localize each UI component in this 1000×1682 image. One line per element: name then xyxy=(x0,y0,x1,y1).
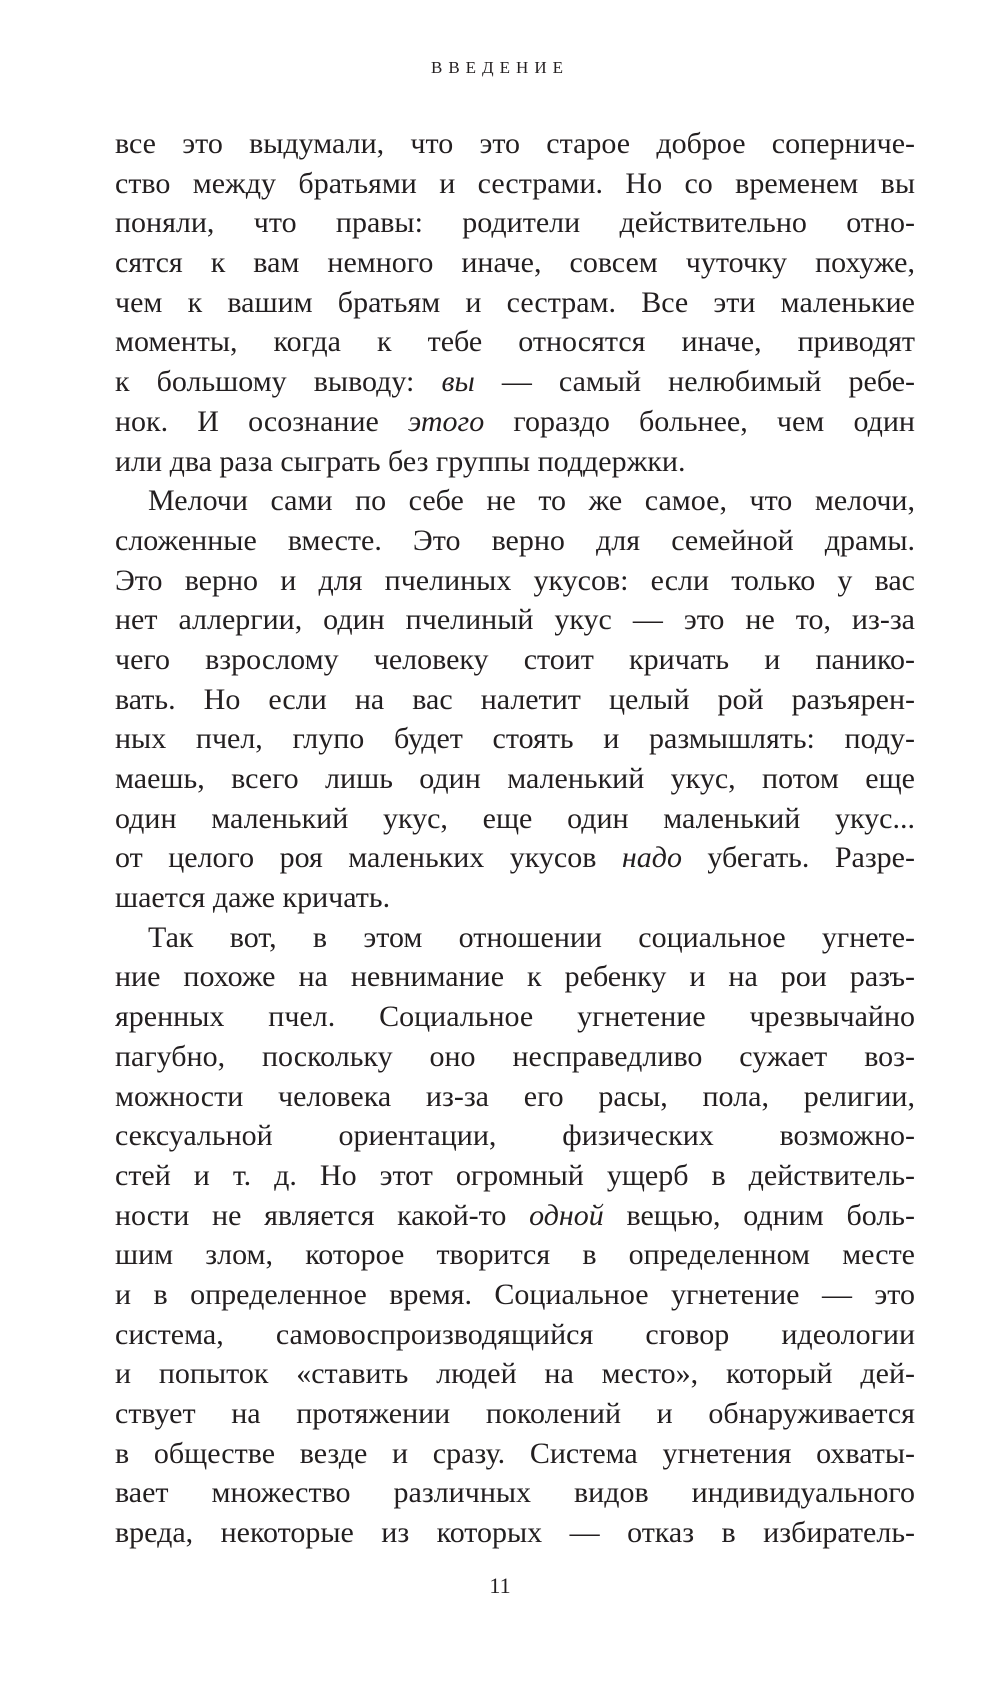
text-line xyxy=(115,402,915,442)
text-segment: можности человека из-за его расы, пола, религии, xyxy=(115,1079,915,1113)
text-line xyxy=(115,561,915,601)
text-segment: убегать. Разре- xyxy=(681,841,915,875)
text-line xyxy=(115,1156,915,1196)
text-segment: вреда, некоторые из которых — отказ в избиратель- xyxy=(115,1516,915,1550)
text-line xyxy=(115,957,915,997)
text-line xyxy=(115,799,915,839)
text-line xyxy=(115,997,915,1037)
italic-emphasis: этого xyxy=(408,404,485,438)
text-segment: поняли, что правы: родители действительно отно- xyxy=(115,206,915,240)
text-line xyxy=(115,1275,915,1315)
text-segment: вещью, одним боль- xyxy=(603,1198,915,1232)
text-line xyxy=(115,600,915,640)
text-line xyxy=(115,1077,915,1117)
text-line xyxy=(115,521,915,561)
text-line xyxy=(115,1037,915,1077)
text-segment: яренных пчел. Социальное угнетение чрезвычайно xyxy=(115,1000,915,1034)
text-segment: чем к вашим братьям и сестрам. Все эти маленькие xyxy=(115,285,915,319)
text-segment: один маленький укус, еще один маленький укус... xyxy=(115,801,915,835)
text-line xyxy=(115,640,915,680)
paragraph xyxy=(115,481,915,918)
text-line xyxy=(115,283,915,323)
text-line xyxy=(115,838,915,878)
text-line xyxy=(115,203,915,243)
text-segment: и в определенное время. Социальное угнетение — это xyxy=(115,1277,915,1311)
text-segment: шается даже кричать. xyxy=(115,881,391,915)
text-segment: к большому выводу: xyxy=(115,365,442,399)
text-line xyxy=(115,719,915,759)
text-line xyxy=(115,442,915,482)
text-segment: в обществе везде и сразу. Система угнетения охваты- xyxy=(115,1436,915,1470)
text-line xyxy=(115,164,915,204)
italic-emphasis: вы xyxy=(441,365,475,399)
text-line xyxy=(115,1235,915,1275)
text-line xyxy=(115,481,915,521)
text-line xyxy=(115,1116,915,1156)
text-line xyxy=(115,1473,915,1513)
text-segment: нет аллергии, один пчелиный укус — это не то, из-за xyxy=(115,603,915,637)
text-segment: вает множество различных видов индивидуального xyxy=(115,1476,915,1510)
text-line xyxy=(115,878,915,918)
text-segment: ных пчел, глупо будет стоять и размышлять: поду- xyxy=(115,722,915,756)
paragraph xyxy=(115,918,915,1553)
text-segment: сятся к вам немного иначе, совсем чуточку похуже, xyxy=(115,246,915,280)
text-segment: сложенные вместе. Это верно для семейной драмы. xyxy=(115,523,915,557)
text-line xyxy=(115,1315,915,1355)
text-segment: ство между братьями и сестрами. Но со временем вы xyxy=(115,166,915,200)
italic-emphasis: надо xyxy=(621,841,682,875)
text-line xyxy=(115,322,915,362)
text-segment: чего взрослому человеку стоит кричать и панико- xyxy=(115,642,915,676)
text-line xyxy=(115,1354,915,1394)
text-segment: пагубно, поскольку оно несправедливо сужает воз- xyxy=(115,1039,915,1073)
text-line xyxy=(115,243,915,283)
italic-emphasis: одной xyxy=(529,1198,604,1232)
text-segment: ние похоже на невнимание к ребенку и на рои разъ- xyxy=(115,960,915,994)
text-segment: или два раза сыграть без группы поддержки. xyxy=(115,444,686,478)
text-line xyxy=(115,1394,915,1434)
text-segment: ствует на протяжении поколений и обнаруживается xyxy=(115,1397,915,1430)
text-line xyxy=(115,1434,915,1474)
text-line xyxy=(115,1196,915,1236)
page-number: 11 xyxy=(489,1573,511,1598)
text-segment: шим злом, которое творится в определенном месте xyxy=(115,1238,915,1272)
text-line xyxy=(115,362,915,402)
text-segment: гораздо больнее, чем один xyxy=(484,404,915,438)
text-line xyxy=(115,759,915,799)
text-segment: моменты, когда к тебе относятся иначе, приводят xyxy=(115,325,915,359)
text-segment: маешь, всего лишь один маленький укус, потом еще xyxy=(115,762,915,795)
body-text xyxy=(115,124,915,1553)
text-segment: вать. Но если на вас налетит целый рой разъярен- xyxy=(115,682,915,716)
text-line xyxy=(115,680,915,720)
text-segment: ности не является какой-то xyxy=(115,1198,530,1232)
text-line xyxy=(115,1513,915,1553)
text-segment: нок. И осознание xyxy=(115,404,409,438)
text-segment: от целого роя маленьких укусов xyxy=(115,841,622,875)
running-head: ВВЕДЕНИЕ xyxy=(431,58,569,77)
text-segment: — самый нелюбимый ребе- xyxy=(474,365,915,399)
text-segment: все это выдумали, что это старое доброе соперниче- xyxy=(115,127,915,160)
paragraph xyxy=(115,124,915,481)
text-segment: сексуальной ориентации, физических возможно- xyxy=(115,1119,915,1153)
text-line xyxy=(115,124,915,164)
text-segment: Так вот, в этом отношении социальное угнете- xyxy=(148,920,915,954)
text-segment: стей и т. д. Но этот огромный ущерб в действитель- xyxy=(115,1158,915,1192)
text-segment: Это верно и для пчелиных укусов: если только у вас xyxy=(115,563,915,597)
text-segment: и попыток «ставить людей на место», который дей- xyxy=(115,1357,915,1391)
text-segment: Мелочи сами по себе не то же самое, что мелочи, xyxy=(148,484,915,518)
text-line xyxy=(115,918,915,958)
text-segment: система, самовоспроизводящийся сговор идеологии xyxy=(115,1317,915,1351)
